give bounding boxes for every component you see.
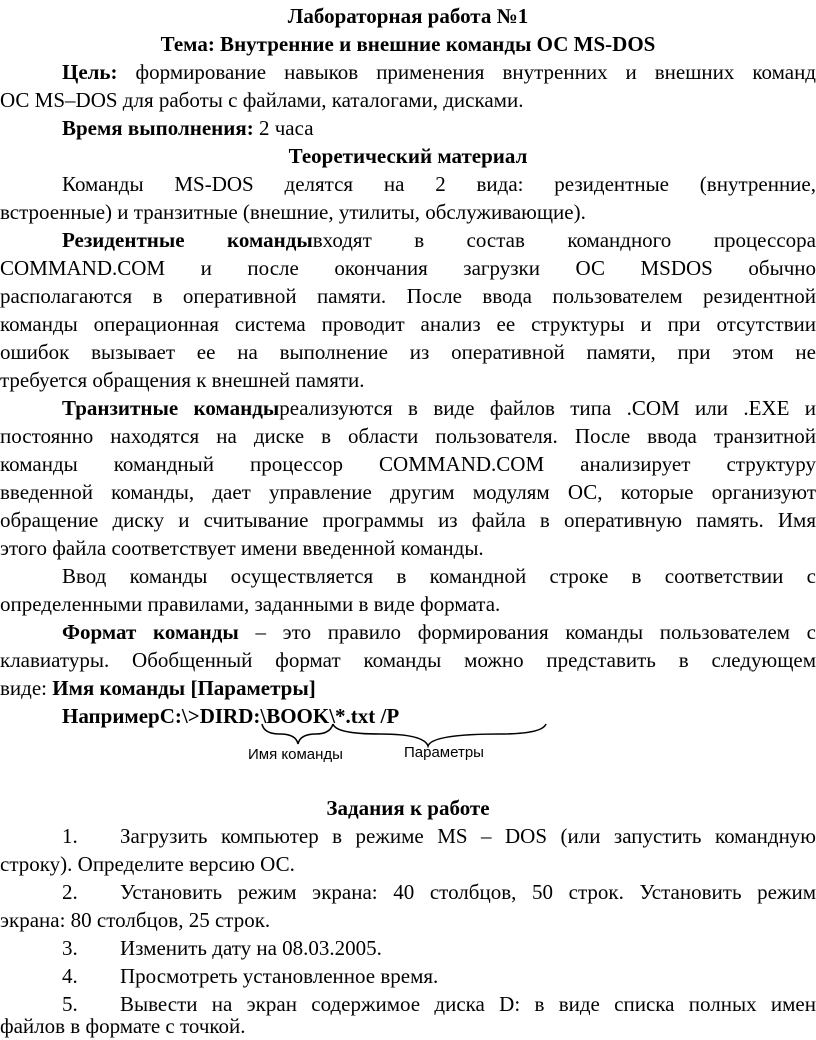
p5-text-1: – это правило формирования команды пользователем с xyxy=(238,620,816,644)
p5-bold: Формат команды xyxy=(62,620,239,644)
p3-bold: Транзитные команды xyxy=(62,396,280,420)
task-5-text: Вывести на экран содержимое диска D: в виде списка полных имен xyxy=(120,992,816,1016)
task-3-number: 3. xyxy=(62,936,78,960)
p5-line-1 xyxy=(62,618,816,646)
task-4-text: Просмотреть установленное время. xyxy=(120,964,439,988)
document-title: Лабораторная работа №1 xyxy=(287,4,529,28)
goal-line-1 xyxy=(62,58,816,86)
task-1-text: Загрузить компьютер в режиме MS – DOS (или запустить командную xyxy=(120,824,816,848)
goal-line-2: ОС MS–DOS для работы с файлами, каталогами, дисками. xyxy=(0,88,524,112)
p2-line-4: команды операционная система проводит анализ ее структуры и при отсутствии xyxy=(0,312,816,336)
task-4-number: 4. xyxy=(62,964,78,988)
p3-line-1 xyxy=(62,394,816,422)
p2-line-6: требуется обращения к внешней памяти. xyxy=(0,368,365,392)
p4-line-1: Ввод команды осуществляется в командной строке в соответствии с xyxy=(62,564,816,588)
params-label: Параметры xyxy=(404,744,484,761)
p2-text-1: входят в состав командного процессора xyxy=(312,228,816,252)
theory-heading: Теоретический материал xyxy=(288,144,528,168)
p2-line-5: ошибок вызывает ее на выполнение из оперативной памяти, при этом не xyxy=(0,340,816,364)
p3-line-4: введенной команды, дает управление другим модулям ОС, которые организуют xyxy=(0,480,816,504)
p5-text-3: виде: xyxy=(0,676,53,700)
p5-line-2: клавиатуры. Обобщенный формат команды можно представить в следующем xyxy=(0,648,816,672)
topic-heading: Тема: Внутренние и внешние команды ОС MS-DOS xyxy=(160,32,656,56)
task-3-line-1 xyxy=(62,934,816,962)
task-1-number: 1. xyxy=(62,824,78,848)
task-5-line-2: файлов в формате с точкой. xyxy=(0,1014,246,1038)
p3-line-2: постоянно находятся на диске в области пользователя. После ввода транзитной xyxy=(0,424,816,448)
params-brace xyxy=(333,724,546,746)
p1-line-1: Команды MS-DOS делятся на 2 вида: резидентные (внутренние, xyxy=(62,172,816,196)
p3-line-6: этого файла соответствует имени введенной команды. xyxy=(0,536,484,560)
time-line xyxy=(62,114,816,142)
goal-text-1: формирование навыков применения внутренних и внешних команд xyxy=(117,60,816,84)
tasks-heading: Задания к работе xyxy=(326,796,490,820)
p2-line-3: располагаются в оперативной памяти. После ввода пользователем резидентной xyxy=(0,284,816,308)
task-5-number: 5. xyxy=(62,992,78,1016)
p2-line-1 xyxy=(62,226,816,254)
task-2-line-2: экрана: 80 столбцов, 25 строк. xyxy=(0,908,271,932)
p5-line-3 xyxy=(0,674,816,702)
task-2-line-1 xyxy=(62,878,816,906)
p3-line-5: обращение диску и считывание программы из файла в оперативную память. Имя xyxy=(0,508,816,532)
p2-line-2: COMMAND.COM и после окончания загрузки ОС MSDOS обычно xyxy=(0,256,816,280)
task-2-text: Установить режим экрана: 40 столбцов, 50 строк. Установить режим xyxy=(120,880,816,904)
command-name-label: Имя команды xyxy=(248,746,343,763)
p3-text-1: реализуются в виде файлов типа .COM или .EXE и xyxy=(279,396,816,420)
task-1-line-1 xyxy=(62,822,816,850)
command-name-brace xyxy=(262,724,333,744)
time-label: Время выполнения: xyxy=(62,116,254,140)
p1-line-2: встроенные) и транзитные (внешние, утилиты, обслуживающие). xyxy=(0,200,586,224)
task-1-line-2: строку). Определите версию ОС. xyxy=(0,852,295,876)
goal-label: Цель: xyxy=(62,60,118,84)
time-value: 2 часа xyxy=(253,116,314,140)
p3-line-3: команды командный процессор COMMAND.COM анализирует структуру xyxy=(0,452,816,476)
format-spec: Имя команды [Параметры] xyxy=(52,676,316,700)
p4-line-2: определенными правилами, заданными в виде формата. xyxy=(0,592,501,616)
task-3-text: Изменить дату на 08.03.2005. xyxy=(120,936,382,960)
task-2-number: 2. xyxy=(62,880,78,904)
task-4-line-1 xyxy=(62,962,816,990)
p2-bold: Резидентные команды xyxy=(62,228,313,252)
example-command: НапримерC:\>DIRD:\BOOK\*.txt /P xyxy=(62,704,400,728)
